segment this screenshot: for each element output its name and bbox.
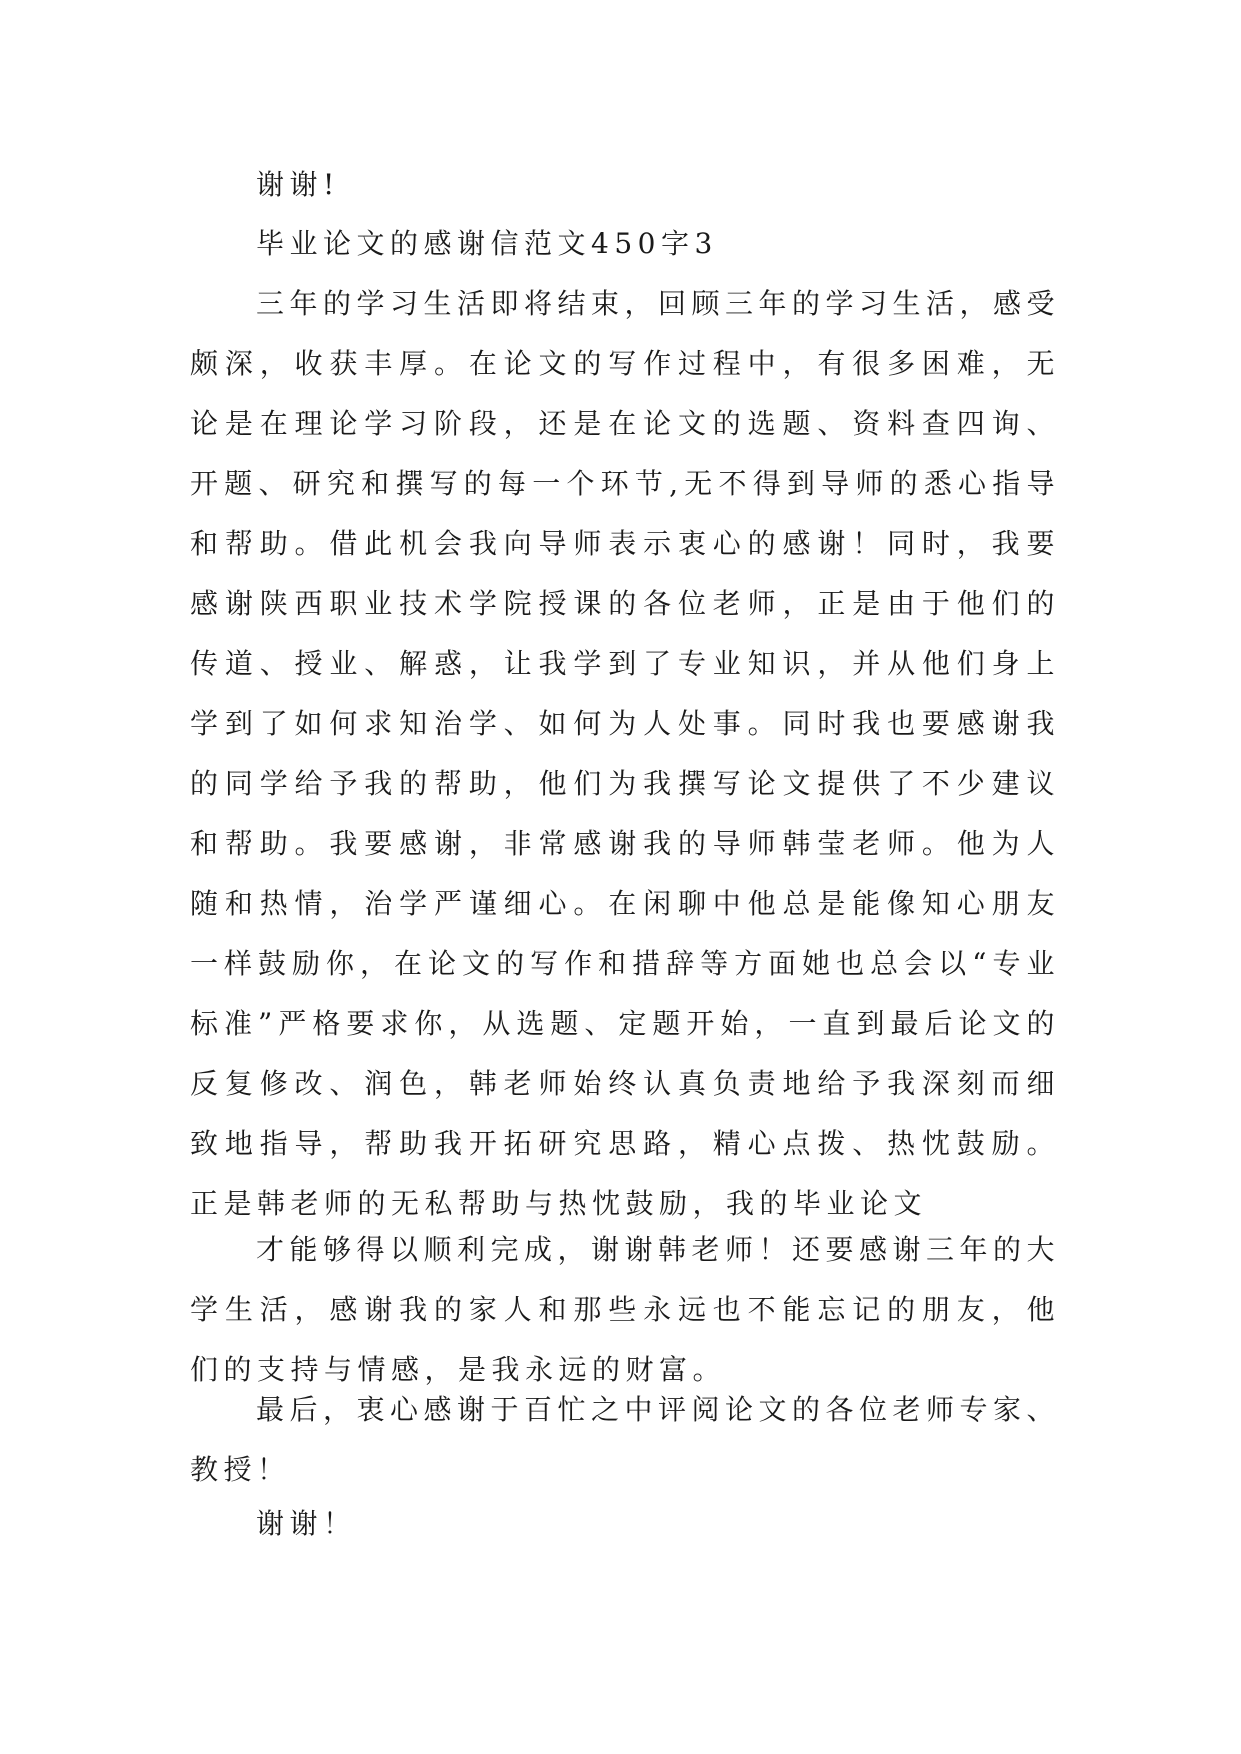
closing-thanks-final: 谢谢！ — [256, 1507, 357, 1540]
body-paragraph-continued: 才能够得以顺利完成，谢谢韩老师！还要感谢三年的大学生活，感谢我的家人和那些永远也不能忘记的朋友，他们的支持与情感，是我永远的财富。 — [190, 1233, 1061, 1386]
body-paragraph-main: 三年的学习生活即将结束，回顾三年的学习生活，感受颇深，收获丰厚。在论文的写作过程中，有很多困难，无论是在理论学习阶段，还是在论文的选题、资料查四询、开题、研究和撰写的每一个环节,无不得到导师的悉心指导和帮助。借此机会我向导师表示衷心的感谢！同时，我要感谢陕西职业技术学院授课的各位老师，正是由于他们的传道、授业、解惑，让我学到了专业知识，并从他们身上学到了如何求知治学、如何为人处事。同时我也要感谢我的同学给予我的帮助，他们为我撰写论文提供了不少建议和帮助。我要感谢，非常感谢我的导师韩莹老师。他为人随和热情，治学严谨细心。在闲聊中他总是能像知心朋友一样鼓励你，在论文的写作和措辞等方面她也总会以“专业标准”严格要求你，从选题、定题开始，一直到最后论文的反复修改、润色，韩老师始终认真负责地给予我深刻而细致地指导，帮助我开拓研究思路，精心点拨、热忱鼓励。正是韩老师的无私帮助与热忱鼓励，我的毕业论文 — [190, 287, 1061, 1220]
closing-thanks: 谢谢! — [256, 168, 340, 201]
body-paragraph-final: 最后，衷心感谢于百忙之中评阅论文的各位老师专家、教授！ — [190, 1393, 1061, 1486]
section-title: 毕业论文的感谢信范文450字3 — [256, 227, 718, 260]
